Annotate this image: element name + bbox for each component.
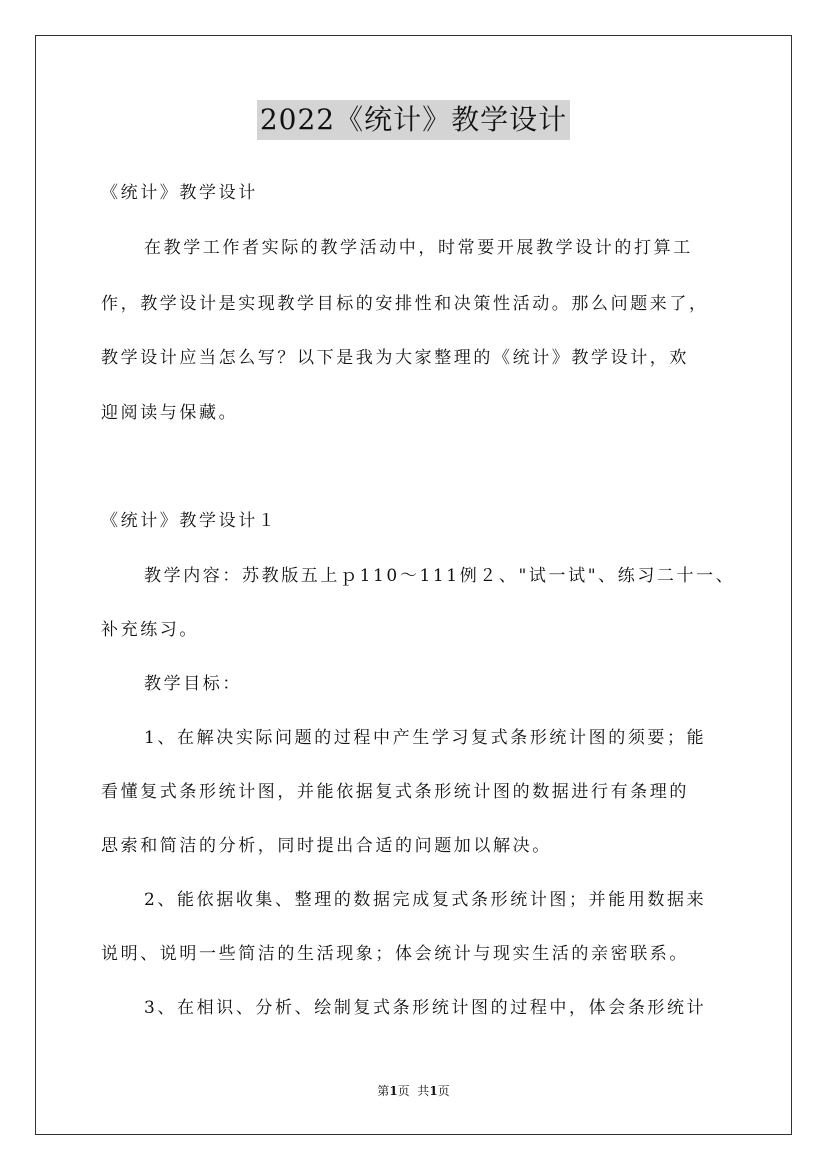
- intro-line-4: 迎阅读与保藏。: [101, 403, 239, 423]
- document-title: 2022《统计》教学设计: [257, 100, 570, 140]
- footer-page-mid: 页 共: [397, 1084, 430, 1098]
- intro-line-3: 教学设计应当怎么写？以下是我为大家整理的《统计》教学设计，欢: [101, 348, 689, 368]
- goal1-line-1: 1、在解决实际问题的过程中产生学习复式条形统计图的须要；能: [144, 728, 707, 748]
- subtitle: 《统计》教学设计: [101, 183, 258, 203]
- intro-line-1: 在教学工作者实际的教学活动中，时常要开展教学设计的打算工: [144, 238, 693, 258]
- goal2-line-1: 2、能依据收集、整理的数据完成复式条形统计图；并能用数据来: [144, 890, 707, 910]
- section-heading: 《统计》教学设计１: [101, 511, 278, 531]
- goal2-line-2: 说明、说明一些简洁的生活现象；体会统计与现实生活的亲密联系。: [101, 944, 689, 964]
- page-footer: [0, 1083, 827, 1099]
- content-line-1: 教学内容：苏教版五上ｐ110～111例２、"试一试"、练习二十一、: [144, 566, 736, 586]
- content-line-2: 补充练习。: [101, 620, 199, 640]
- goal3-line-1: 3、在相识、分析、绘制复式条形统计图的过程中，体会条形统计: [144, 998, 707, 1018]
- footer-page-total: 1: [429, 1084, 438, 1098]
- goal1-line-2: 看懂复式条形统计图，并能依据复式条形统计图的数据进行有条理的: [101, 782, 689, 802]
- goals-label: 教学目标：: [144, 674, 242, 694]
- footer-page-number: 1: [389, 1084, 398, 1098]
- title-container: [0, 100, 827, 140]
- goal1-line-3: 思索和简洁的分析，同时提出合适的问题加以解决。: [101, 836, 552, 856]
- footer-page-suffix: 页: [437, 1084, 450, 1098]
- footer-page-prefix: 第: [377, 1084, 390, 1098]
- intro-line-2: 作，教学设计是实现教学目标的安排性和决策性活动。那么问题来了，: [101, 294, 709, 314]
